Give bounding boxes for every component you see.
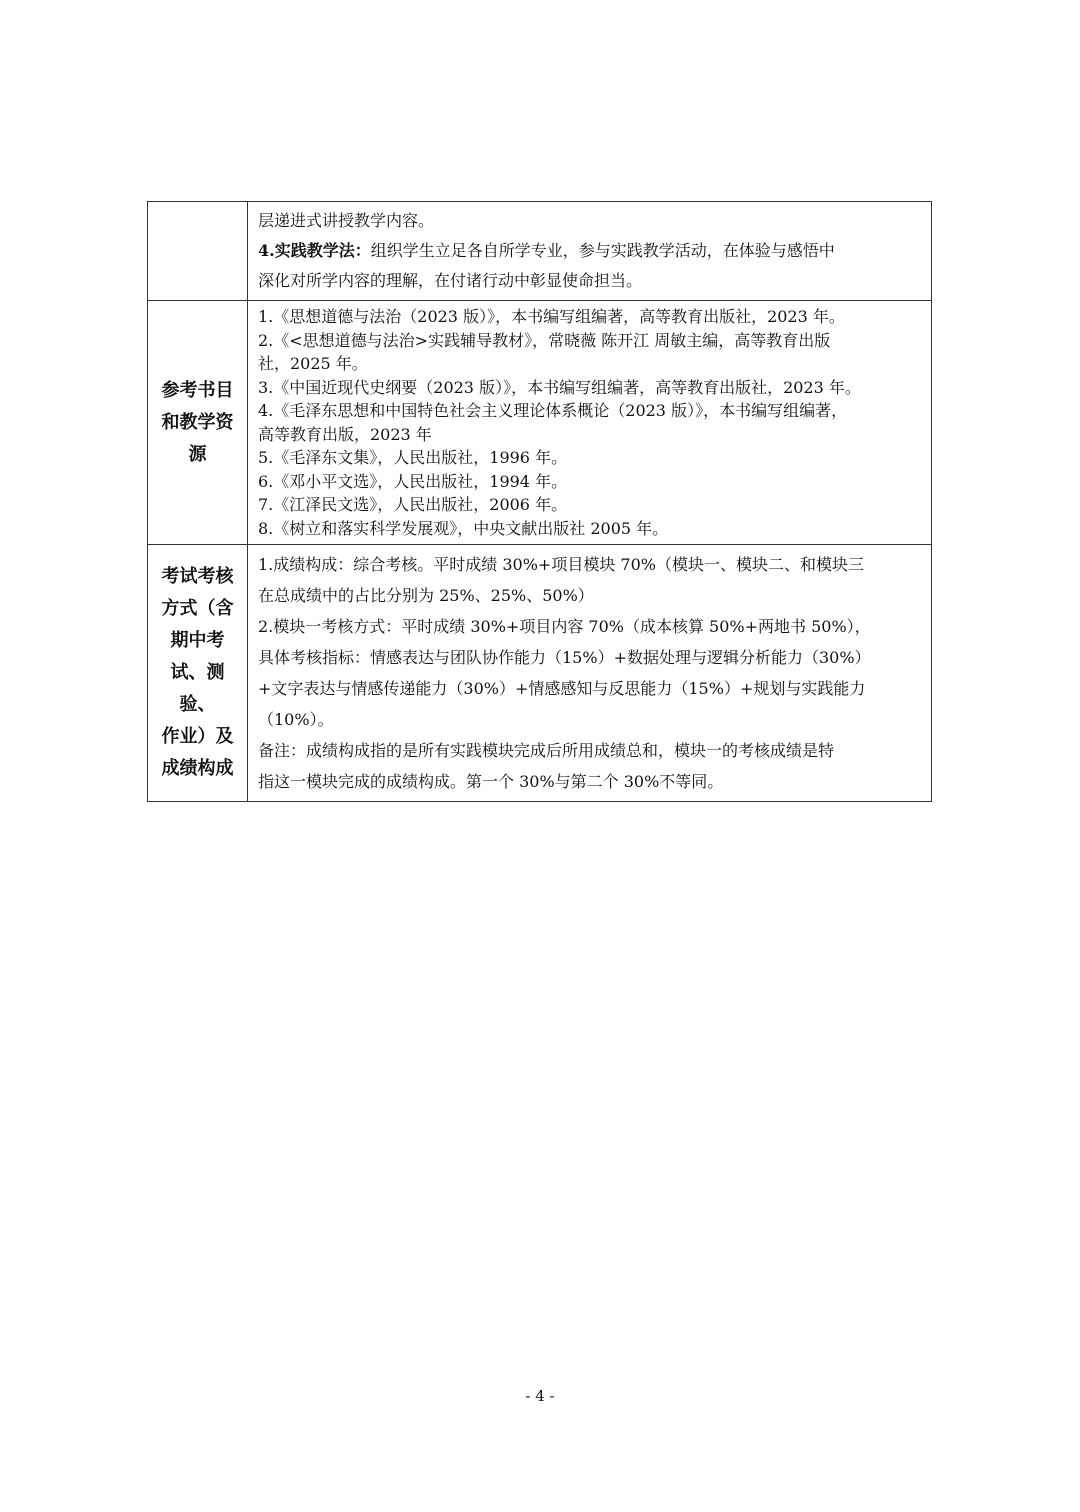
references-content-cell	[248, 301, 932, 545]
assessment-line: +文字表达与情感传递能力（30%）+情感感知与反思能力（15%）+规划与实践能力	[258, 679, 866, 698]
text-line: 4.实践教学法：组织学生立足各自所学专业，参与实践教学活动，在体验与感悟中	[258, 241, 835, 260]
label-line: 作业）及	[161, 726, 234, 747]
reference-line: 3.《中国近现代史纲要（2023 版）》，本书编写组编著，高等教育出版社，2023 年。	[258, 377, 861, 397]
row1-label-cell	[148, 202, 248, 301]
text-line: 层递进式讲授教学内容。	[258, 211, 435, 230]
references-label-cell	[148, 301, 248, 545]
assessment-line: 具体考核指标：情感表达与团队协作能力（15%）+数据处理与逻辑分析能力（30%）	[258, 648, 871, 667]
course-info-table	[147, 201, 932, 802]
label-line: 期中考	[170, 630, 225, 651]
reference-line: 5.《毛泽东文集》，人民出版社，1996 年。	[258, 448, 568, 467]
assessment-line: 指这一模块完成的成绩构成。第一个 30%与第二个 30%不等同。	[258, 772, 724, 791]
text-line: 深化对所学内容的理解，在付诸行动中彰显使命担当。	[258, 271, 643, 290]
row1-content-cell	[248, 202, 932, 301]
assessment-line: 1.成绩构成：综合考核。平时成绩 30%+项目模块 70%（模块一、模块二、和模块三	[258, 555, 864, 574]
assessment-label-cell	[148, 545, 248, 802]
reference-line: 4.《毛泽东思想和中国特色社会主义理论体系概论（2023 版）》，本书编写组编著，	[258, 401, 848, 420]
assessment-line: 2.模块一考核方式：平时成绩 30%+项目内容 70%（成本核算 50%+两地书 50%），	[258, 617, 871, 636]
reference-line: 社，2025 年。	[258, 354, 368, 373]
reference-line: 1.《思想道德与法治（2023 版）》，本书编写组编著，高等教育出版社，2023 年。	[258, 307, 845, 326]
method-heading: 4.实践教学法：	[258, 241, 371, 260]
label-line: 试、测验、	[170, 662, 225, 715]
reference-line: 2.《<思想道德与法治>实践辅导教材》，常晓薇 陈开江 周敏主编，高等教育出版	[258, 330, 831, 350]
assessment-line: 备注：成绩构成指的是所有实践模块完成后所用成绩总和，模块一的考核成绩是特	[258, 741, 835, 760]
reference-line: 7.《江泽民文选》，人民出版社，2006 年。	[258, 495, 568, 514]
label-line: 参考书目	[161, 379, 234, 401]
table-row-assessment	[148, 545, 932, 802]
table-row-references	[148, 301, 932, 545]
reference-line: 高等教育出版，2023 年	[258, 424, 432, 444]
reference-line: 6.《邓小平文选》，人民出版社，1994 年。	[258, 471, 568, 491]
label-line: 和教学资	[161, 411, 234, 433]
assessment-content-cell	[248, 545, 932, 802]
page-number: - 4 -	[525, 1387, 555, 1405]
label-line: 成绩构成	[161, 758, 234, 779]
label-line: 考试考核	[161, 566, 234, 587]
reference-line: 8.《树立和落实科学发展观》，中央文献出版社 2005 年。	[258, 518, 669, 538]
label-line: 源	[188, 443, 207, 465]
label-line: 方式（含	[161, 598, 234, 619]
assessment-line: 在总成绩中的占比分别为 25%、25%、50%）	[258, 586, 594, 605]
table-row-teaching-methods	[148, 202, 932, 301]
assessment-line: （10%）。	[258, 710, 334, 729]
